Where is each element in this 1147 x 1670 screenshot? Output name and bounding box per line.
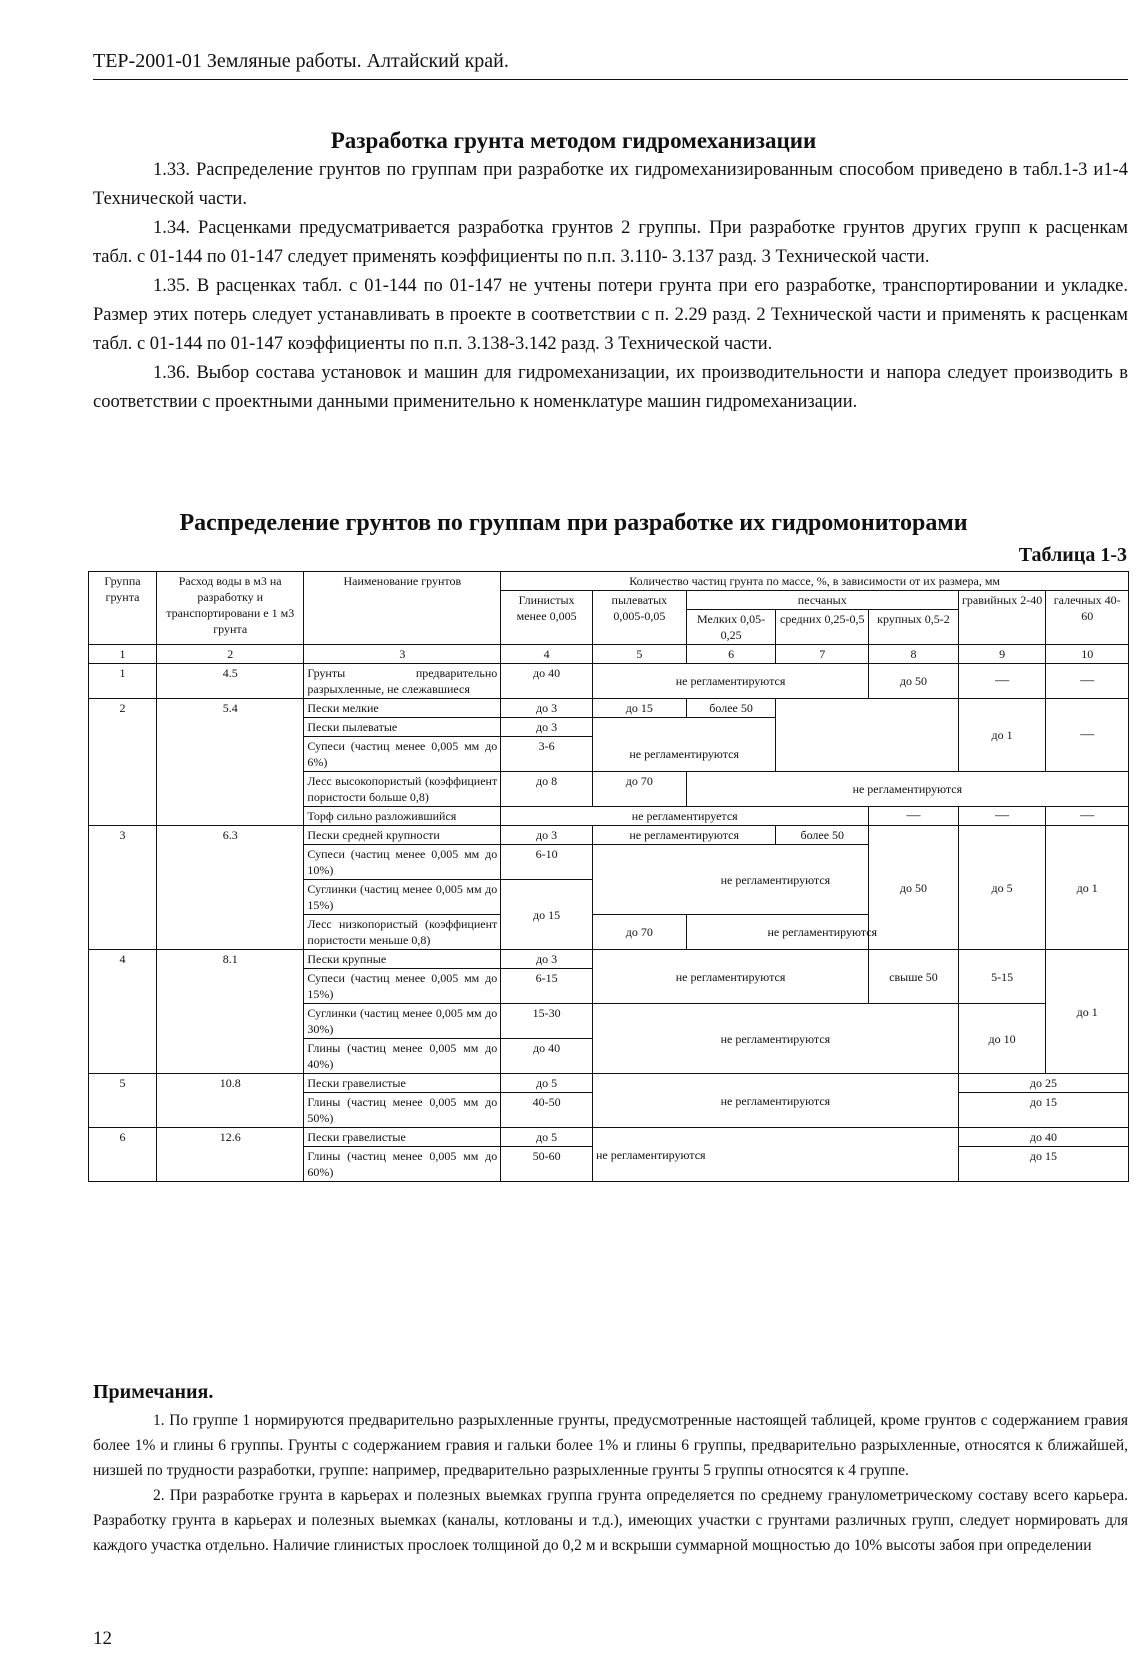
cell-coarse: до 50 bbox=[869, 664, 959, 699]
page-header: ТЕР-2001-01 Земляные работы. Алтайский край. bbox=[93, 50, 1128, 80]
cell-clay: до 3 bbox=[501, 699, 593, 718]
group-number: 6 bbox=[89, 1128, 157, 1182]
soil-name: Глины (частиц менее 0,005 мм до 50%) bbox=[304, 1093, 501, 1128]
cell-gravel-pebble: до 15 bbox=[958, 1093, 1128, 1128]
soil-name: Супеси (частиц менее 0,005 мм до 15%) bbox=[304, 969, 501, 1004]
header-quantity: Количество частиц грунта по массе, %, в зависимости от их размера, мм bbox=[501, 572, 1129, 591]
header-group: Группа грунта bbox=[89, 572, 157, 645]
col-num: 3 bbox=[304, 645, 501, 664]
note-2: 2. При разработке грунта в карьерах и полезных выемках группа грунта определяется по среднему гранулометрическому составу всего карьера. Разработку грунта в карьерах и полезных выемках (каналы, котлованы и т.д.), имеющих участки с грунтами различных групп, следует нормировать для каждого участка отдельно. Наличие глинистых прослоек толщиной до 0,2 м и вскрыши суммарной мощностью до 10% высоты забоя при определении bbox=[93, 1487, 1128, 1554]
soil-name: Лесс низкопористый (коэффициент пористости меньше 0,8) bbox=[304, 915, 501, 950]
cell-not-regulated: не регламентируются bbox=[592, 664, 868, 699]
notes-title: Примечания. bbox=[93, 1381, 214, 1403]
col-num: 5 bbox=[592, 645, 686, 664]
cell-clay: 15-30 bbox=[501, 1004, 593, 1039]
cell-pebble: до 1 bbox=[1046, 950, 1129, 1074]
paragraph-1-36: 1.36. Выбор состава установок и машин для гидромеханизации, их производительности и напора следует производить в соответствии с проектными данными применительно к номенклатуре машин гидромеханизации. bbox=[93, 363, 1128, 412]
header-water: Расход воды в м3 на разработку и транспортировани е 1 м3 грунта bbox=[157, 572, 304, 645]
soil-name: Суглинки (частиц менее 0,005 мм до 15%) bbox=[304, 880, 501, 915]
soil-name: Пески мелкие bbox=[304, 699, 501, 718]
soil-name: Супеси (частиц менее 0,005 мм до 10%) bbox=[304, 845, 501, 880]
water-rate: 6.3 bbox=[157, 826, 304, 950]
soil-name: Пески пылеватые bbox=[304, 718, 501, 737]
cell-gravel: до 10 bbox=[958, 1004, 1046, 1074]
cell-not-regulated: не регламентируются bbox=[592, 1004, 958, 1074]
table-row bbox=[89, 1074, 1129, 1093]
cell-clay: до 3 bbox=[501, 826, 593, 845]
soil-name: Торф сильно разложившийся bbox=[304, 807, 501, 826]
group-number: 4 bbox=[89, 950, 157, 1074]
water-rate: 4.5 bbox=[157, 664, 304, 699]
soil-name: Пески гравелистые bbox=[304, 1128, 501, 1147]
soil-groups-table bbox=[88, 571, 1129, 1182]
column-numbers-row bbox=[89, 645, 1129, 664]
cell-clay: 40-50 bbox=[501, 1093, 593, 1128]
cell-medium: более 50 bbox=[776, 826, 869, 845]
cell-pebble: до 1 bbox=[1046, 826, 1129, 950]
cell-gravel: 5-15 bbox=[958, 950, 1046, 1004]
soil-name: Глины (частиц менее 0,005 мм до 60%) bbox=[304, 1147, 501, 1182]
cell-clay: до 15 bbox=[501, 880, 593, 950]
soil-name: Супеси (частиц менее 0,005 мм до 6%) bbox=[304, 737, 501, 772]
cell-gravel: — bbox=[958, 664, 1046, 699]
table-row bbox=[89, 664, 1129, 699]
header-dust: пылеватых 0,005-0,05 bbox=[592, 591, 686, 645]
col-num: 9 bbox=[958, 645, 1046, 664]
header-sand: песчаных bbox=[686, 591, 958, 610]
section-title: Разработка грунта методом гидромеханизации bbox=[330, 128, 817, 153]
cell-clay: 3-6 bbox=[501, 737, 593, 772]
cell-coarse: — bbox=[869, 807, 959, 826]
water-rate: 10.8 bbox=[157, 1074, 304, 1128]
header-pebble: галечных 40-60 bbox=[1046, 591, 1129, 645]
cell-clay: до 8 bbox=[501, 772, 593, 807]
paragraph-1-35: 1.35. В расценках табл. с 01-144 по 01-147 не учтены потери грунта при его разработке, транспортировании и укладке. Размер этих потерь следует устанавливать в проекте в соответствии с п. 2.29 разд. 2 Технической части и применять к расценкам табл. с 01-144 по 01-147 коэффициенты по п.п. 3.138-3.142 разд. 3 Технической части. bbox=[93, 276, 1128, 354]
cell-dust: до 15 bbox=[592, 699, 686, 718]
group-number: 3 bbox=[89, 826, 157, 950]
soil-name: Глины (частиц менее 0,005 мм до 40%) bbox=[304, 1039, 501, 1074]
cell-not-regulated: не регламентируются bbox=[592, 737, 775, 772]
table-row bbox=[89, 699, 1129, 718]
table-title: Распределение грунтов по группам при разработке их гидромониторами bbox=[179, 510, 968, 536]
soil-name: Пески крупные bbox=[304, 950, 501, 969]
cell-clay: 50-60 bbox=[501, 1147, 593, 1182]
cell-clay: до 5 bbox=[501, 1128, 593, 1147]
soil-name: Пески средней крупности bbox=[304, 826, 501, 845]
header-name: Наименование грунтов bbox=[304, 572, 501, 645]
cell-clay: до 3 bbox=[501, 950, 593, 969]
water-rate: 12.6 bbox=[157, 1128, 304, 1182]
note-1: 1. По группе 1 нормируются предварительно разрыхленные грунты, предусмотренные настоящей таблицей, кроме грунтов с содержанием гравия более 1% и глины 6 группы. Грунты с содержанием гравия и гальки более 1% и глины 6 группы, предварительно разрыхленные, относятся к ближайшей, низшей по трудности разработки, группе: например, предварительно разрыхленные грунты 5 группы относятся к 4 группе. bbox=[93, 1412, 1128, 1479]
paragraph-1-34: 1.34. Расценками предусматривается разработка грунтов 2 группы. При разработке грунтов других групп к расценкам табл. с 01-144 по 01-147 следует применять коэффициенты по п.п. 3.110- 3.137 разд. 3 Технической части. bbox=[93, 218, 1128, 267]
cell-dust: до 70 bbox=[592, 772, 686, 807]
table-number: Таблица 1-3 bbox=[1018, 544, 1127, 566]
cell-gravel-pebble: до 40 bbox=[958, 1128, 1128, 1147]
cell-pebble: — bbox=[1046, 699, 1129, 772]
cell-gravel: до 5 bbox=[958, 826, 1046, 950]
col-num: 6 bbox=[686, 645, 776, 664]
cell-coarse: до 50 bbox=[869, 826, 959, 950]
cell-clay: 6-15 bbox=[501, 969, 593, 1004]
header-fine: Мелких 0,05-0,25 bbox=[686, 610, 776, 645]
water-rate: 8.1 bbox=[157, 950, 304, 1074]
cell-not-regulated: не регламентируется bbox=[501, 807, 869, 826]
cell-clay: до 40 bbox=[501, 664, 593, 699]
cell-fine: более 50 bbox=[686, 699, 776, 718]
intro-paragraphs bbox=[93, 156, 1128, 417]
paragraph-1-33: 1.33. Распределение грунтов по группам при разработке их гидромеханизированным способом приведено в табл.1-3 и1-4 Технической части. bbox=[93, 160, 1128, 209]
soil-name: Грунты предварительно разрыхленные, не слежавшиеся bbox=[304, 664, 501, 699]
water-rate: 5.4 bbox=[157, 699, 304, 826]
cell-gravel-pebble: до 15 bbox=[958, 1147, 1128, 1182]
table-row bbox=[89, 826, 1129, 845]
notes bbox=[93, 1408, 1128, 1558]
header-medium: средних 0,25-0,5 bbox=[776, 610, 869, 645]
soil-name: Лесс высокопористый (коэффициент пористости больше 0,8) bbox=[304, 772, 501, 807]
cell-clay: до 3 bbox=[501, 718, 593, 737]
group-number: 1 bbox=[89, 664, 157, 699]
col-num: 4 bbox=[501, 645, 593, 664]
col-num: 10 bbox=[1046, 645, 1129, 664]
group-number: 2 bbox=[89, 699, 157, 826]
cell-not-regulated: не регламентируются bbox=[592, 826, 775, 845]
cell-not-regulated: не регламентируются bbox=[686, 772, 1128, 807]
col-num: 2 bbox=[157, 645, 304, 664]
cell-pebble: — bbox=[1046, 664, 1129, 699]
cell-empty bbox=[592, 718, 775, 737]
cell-pebble: — bbox=[1046, 807, 1129, 826]
cell-gravel: — bbox=[958, 807, 1046, 826]
cell-not-regulated: не регламентируются bbox=[592, 1074, 958, 1128]
cell-not-regulated: не регламентируются bbox=[592, 845, 958, 915]
col-num: 8 bbox=[869, 645, 959, 664]
cell-clay: до 5 bbox=[501, 1074, 593, 1093]
col-num: 7 bbox=[776, 645, 869, 664]
cell-dust: до 70 bbox=[592, 915, 686, 950]
group-number: 5 bbox=[89, 1074, 157, 1128]
page-number: 12 bbox=[93, 1628, 112, 1649]
header-coarse: крупных 0,5-2 bbox=[869, 610, 959, 645]
header-clay: Глинистых менее 0,005 bbox=[501, 591, 593, 645]
cell-clay: до 40 bbox=[501, 1039, 593, 1074]
cell-gravel: до 1 bbox=[958, 699, 1046, 772]
soil-name: Суглинки (частиц менее 0,005 мм до 30%) bbox=[304, 1004, 501, 1039]
header-gravel: гравийных 2-40 bbox=[958, 591, 1046, 645]
cell-coarse: свыше 50 bbox=[869, 950, 959, 1004]
cell-not-regulated: не регламентируются bbox=[592, 1128, 958, 1182]
cell-empty bbox=[776, 699, 958, 772]
soil-name: Пески гравелистые bbox=[304, 1074, 501, 1093]
cell-gravel-pebble: до 25 bbox=[958, 1074, 1128, 1093]
table-row bbox=[89, 950, 1129, 969]
cell-not-regulated: не регламентируются bbox=[686, 915, 958, 950]
col-num: 1 bbox=[89, 645, 157, 664]
table-row bbox=[89, 1128, 1129, 1147]
cell-clay: 6-10 bbox=[501, 845, 593, 880]
cell-not-regulated: не регламентируются bbox=[592, 950, 868, 1004]
